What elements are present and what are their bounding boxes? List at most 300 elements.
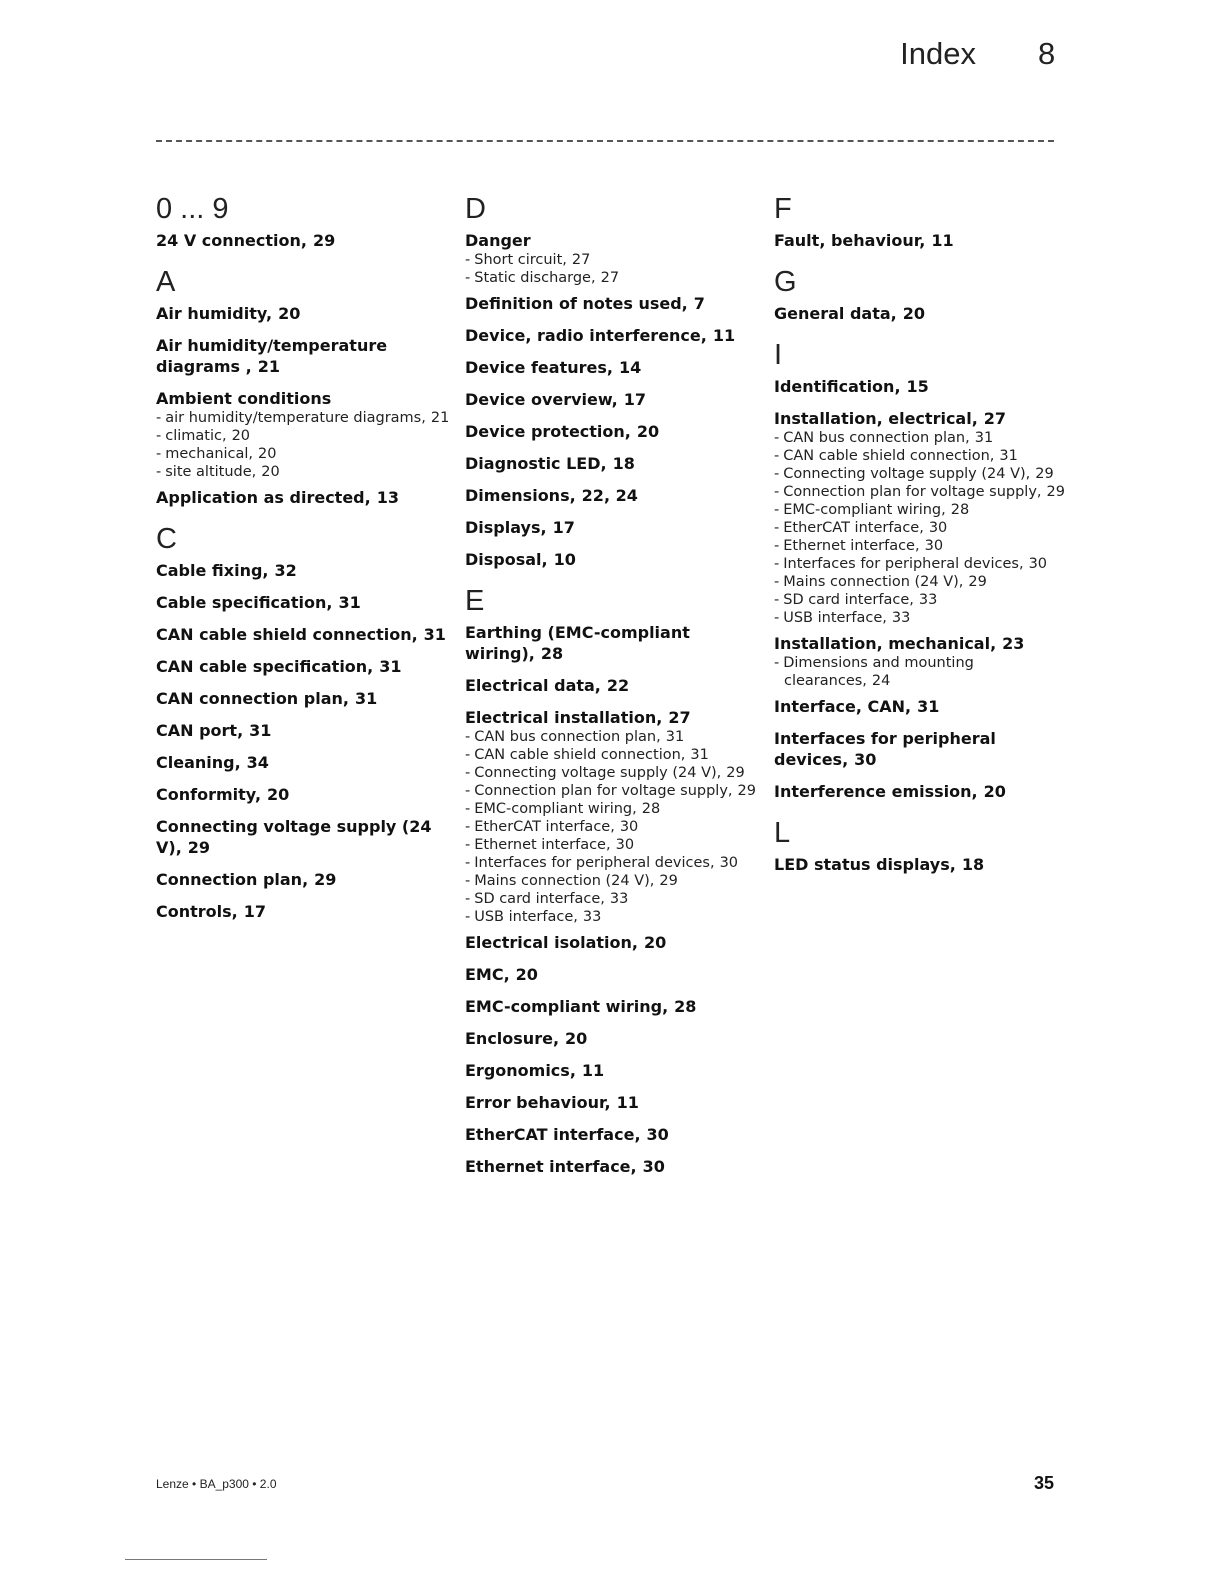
index-entry — [465, 964, 765, 985]
index-section — [156, 265, 456, 508]
index-subentry — [465, 251, 765, 269]
index-subentry-text: Mains connection (24 V), — [783, 574, 964, 590]
index-subentry-text: USB interface, — [783, 610, 887, 626]
index-subentry — [774, 483, 1074, 501]
subentry-dash: - — [465, 747, 471, 763]
index-subentry-page-link[interactable]: 30 — [924, 538, 944, 554]
index-entry — [465, 325, 765, 346]
subentry-dash: - — [156, 446, 162, 462]
index-entry-page-link[interactable]: 20 — [278, 304, 301, 323]
index-entry — [156, 624, 456, 645]
index-entry-term-text: Diagnostic LED, — [465, 454, 607, 473]
index-letter-heading: A — [156, 266, 176, 298]
index-subentry — [465, 800, 765, 818]
index-section — [156, 192, 456, 251]
index-entry-page-link[interactable]: 31 — [379, 657, 402, 676]
index-entry — [774, 696, 1074, 717]
index-entry-term-text: Ambient conditions — [156, 389, 332, 408]
page-header-title: Index — [900, 36, 976, 71]
index-entry-term-text: LED status displays, — [774, 855, 956, 874]
index-entry-page-link[interactable]: 20 — [643, 933, 667, 952]
index-subentry-text: Connecting voltage supply (24 V), — [474, 765, 722, 781]
index-entry-page-link[interactable]: 17 — [552, 518, 575, 537]
index-entry-page-link[interactable]: 13 — [376, 488, 399, 507]
index-subentry-page-link[interactable]: 30 — [1028, 556, 1048, 572]
index-entry-term — [465, 1156, 765, 1177]
index-subentry-text: climatic, — [165, 428, 227, 444]
index-entry — [465, 421, 765, 442]
index-subentry-page-link[interactable]: 29 — [1046, 484, 1065, 500]
index-entry-term-text: 24 V connection, — [156, 231, 307, 250]
index-entry-page-link[interactable]: 27 — [983, 409, 1007, 428]
index-entry — [465, 230, 765, 287]
index-entry — [156, 592, 456, 613]
index-letter-heading: 0 ... 9 — [156, 193, 229, 225]
index-subentry-page-link[interactable]: 29 — [1035, 466, 1054, 482]
index-entry-term-text: Device protection, — [465, 422, 631, 441]
index-subentry-text: CAN cable shield connection, — [474, 747, 686, 763]
index-entry — [465, 1028, 765, 1049]
index-section — [774, 192, 1074, 251]
index-entry-term-text: Cable specification, — [156, 593, 333, 612]
index-entry-term — [156, 624, 456, 645]
index-entry — [465, 1060, 765, 1081]
index-subentry — [774, 537, 1074, 555]
index-entry-page-link[interactable]: 20 — [565, 1029, 588, 1048]
index-entry — [774, 854, 1074, 875]
index-entry-term — [774, 230, 1074, 251]
index-subentry — [774, 501, 1074, 519]
subentry-dash: - — [156, 410, 162, 426]
index-entry — [156, 901, 456, 922]
index-letter-heading: E — [465, 585, 485, 617]
index-entry — [465, 622, 765, 664]
index-entry-term-text: Fault, behaviour, — [774, 231, 926, 250]
subentry-dash: - — [774, 592, 780, 608]
index-entry-term-text: Device, radio interference, — [465, 326, 707, 345]
subentry-dash: - — [774, 484, 780, 500]
index-subentry — [465, 908, 765, 926]
subentry-dash: - — [774, 538, 780, 554]
index-subentry — [465, 746, 765, 764]
index-entry-page-link[interactable]: 11 — [931, 231, 954, 250]
index-entry — [465, 293, 765, 314]
index-entry-term-text: Device features, — [465, 358, 613, 377]
index-entry-term — [465, 622, 765, 664]
index-entry-term — [465, 1060, 765, 1081]
index-entry-page-link[interactable]: 31 — [249, 721, 272, 740]
index-subentry-page-link[interactable]: 28 — [641, 801, 661, 817]
index-column-1 — [156, 192, 456, 933]
index-subentry-page-link[interactable]: 28 — [950, 502, 970, 518]
index-entry-term — [156, 901, 456, 922]
index-entry-term-text: Interfaces for peripheral devices, — [774, 729, 996, 769]
index-entry — [156, 784, 456, 805]
index-entry-term — [465, 421, 765, 442]
index-entry — [465, 517, 765, 538]
index-entry-term-text: Disposal, — [465, 550, 548, 569]
index-entry-term — [465, 389, 765, 410]
index-subentry-text: Dimensions and mounting clearances, — [783, 655, 974, 689]
index-subentry — [465, 854, 765, 872]
footer-link-underline — [125, 1559, 267, 1560]
index-entry-page-link[interactable]: 29 — [312, 231, 336, 250]
index-entry-term — [156, 303, 456, 324]
index-entry-page-link[interactable]: 20 — [515, 965, 538, 984]
index-entry-term-text: Identification, — [774, 377, 901, 396]
subentry-dash: - — [156, 428, 162, 444]
index-subentry — [465, 764, 765, 782]
index-entry — [465, 549, 765, 570]
index-entry — [774, 728, 1074, 770]
index-subentry-page-link[interactable]: 20 — [231, 428, 251, 444]
index-subentry-text: EMC-compliant wiring, — [783, 502, 946, 518]
index-subentry-page-link[interactable]: 27 — [571, 252, 591, 268]
index-entry — [465, 453, 765, 474]
index-subentry — [465, 872, 765, 890]
index-subentry-text: USB interface, — [474, 909, 578, 925]
index-subentry-page-link[interactable]: 33 — [609, 891, 629, 907]
subentry-dash: - — [465, 909, 471, 925]
index-section — [774, 265, 1074, 324]
index-entry-term — [465, 996, 765, 1017]
index-entry-term — [156, 784, 456, 805]
index-entry-term-text: Earthing (EMC-compliant wiring), — [465, 623, 690, 663]
index-entry-page-link[interactable]: 31 — [354, 689, 378, 708]
index-entry — [465, 357, 765, 378]
index-entry — [465, 1156, 765, 1177]
index-subentry-text: CAN bus connection plan, — [474, 729, 661, 745]
index-entry-term — [156, 752, 456, 773]
index-subentry-text: EtherCAT interface, — [474, 819, 615, 835]
index-entry — [156, 816, 456, 858]
index-entry-page-link[interactable]: 11 — [712, 326, 736, 345]
index-subentry-text: Connecting voltage supply (24 V), — [783, 466, 1031, 482]
subentry-dash: - — [465, 270, 471, 286]
index-entry-page-link[interactable]: 20 — [983, 782, 1006, 801]
index-subentry-page-link[interactable]: 20 — [261, 464, 280, 480]
index-subentry — [465, 836, 765, 854]
index-section — [774, 338, 1074, 802]
index-entry — [774, 303, 1074, 324]
index-subentry-page-link[interactable]: 20 — [258, 446, 277, 462]
index-entry-term-text: General data, — [774, 304, 897, 323]
index-subentry-page-link[interactable]: 29 — [659, 873, 678, 889]
chapter-number: 8 — [1038, 36, 1056, 71]
index-subentry-page-link[interactable]: 30 — [928, 520, 948, 536]
index-entry-term — [156, 720, 456, 741]
header-separator — [156, 140, 1054, 142]
index-subentry-page-link[interactable]: 33 — [582, 909, 602, 925]
index-entry-term-text: Ethernet interface, — [465, 1157, 637, 1176]
index-letter-heading: C — [156, 523, 177, 555]
subentry-dash: - — [465, 855, 471, 871]
index-entry-page-link[interactable]: 14 — [618, 358, 642, 377]
index-subentry — [774, 465, 1074, 483]
index-subentry-text: SD card interface, — [783, 592, 914, 608]
index-entry-term-text: Error behaviour, — [465, 1093, 611, 1112]
index-entry — [156, 487, 456, 508]
index-subentry-text: air humidity/temperature diagrams, — [165, 410, 426, 426]
index-subentry — [156, 409, 456, 427]
index-subentry — [156, 427, 456, 445]
index-entry-term-text: Installation, electrical, — [774, 409, 978, 428]
index-entry-page-link[interactable]: 30 — [642, 1157, 665, 1176]
index-entry — [156, 752, 456, 773]
index-entry-term — [156, 656, 456, 677]
index-entry-term — [465, 517, 765, 538]
index-subentry-text: CAN cable shield connection, — [783, 448, 995, 464]
index-entry-term-text: Electrical isolation, — [465, 933, 638, 952]
index-entry — [156, 303, 456, 324]
index-subentry-page-link[interactable]: 24 — [871, 673, 891, 689]
index-subentry — [774, 573, 1074, 591]
index-entry-term — [774, 781, 1074, 802]
index-letter-heading: D — [465, 193, 486, 225]
subentry-dash: - — [774, 466, 780, 482]
index-entry-term-text: EMC, — [465, 965, 510, 984]
subentry-dash: - — [465, 891, 471, 907]
index-entry — [156, 656, 456, 677]
index-subentry — [774, 654, 1074, 690]
index-entry-term-text: Danger — [465, 231, 531, 250]
index-subentry-page-link[interactable]: 31 — [690, 747, 709, 763]
index-subentry-text: mechanical, — [165, 446, 254, 462]
index-entry-page-link[interactable]: 7 — [693, 294, 705, 313]
index-subentry — [465, 818, 765, 836]
subentry-dash: - — [774, 655, 780, 671]
index-entry-page-link[interactable]: 29 — [314, 870, 337, 889]
index-entry-term — [465, 230, 765, 251]
footer-document-reference: Lenze • BA_p300 • 2.0 — [156, 1477, 277, 1491]
subentry-dash: - — [774, 556, 780, 572]
index-entry-page-link[interactable]: 34 — [246, 753, 269, 772]
index-entry-term-text: Connecting voltage supply (24 V), — [156, 817, 432, 857]
index-entry — [156, 869, 456, 890]
index-entry-page-link[interactable]: 28 — [674, 997, 697, 1016]
subentry-dash: - — [156, 464, 162, 480]
subentry-dash: - — [465, 873, 471, 889]
index-entry-term — [465, 707, 765, 728]
index-subentry-page-link[interactable]: 31 — [999, 448, 1018, 464]
index-entry — [774, 633, 1074, 690]
index-subentry — [156, 463, 456, 481]
subentry-dash: - — [465, 252, 471, 268]
index-entry — [156, 688, 456, 709]
index-entry-term-text: CAN connection plan, — [156, 689, 349, 708]
index-subentry — [774, 555, 1074, 573]
index-entry — [774, 781, 1074, 802]
index-entry-page-link[interactable]: 11 — [581, 1061, 605, 1080]
index-entry-term — [156, 688, 456, 709]
index-entry-term — [774, 696, 1074, 717]
index-entry-term-text: CAN cable shield connection, — [156, 625, 418, 644]
index-entry-term-text: Enclosure, — [465, 1029, 560, 1048]
index-subentry-page-link[interactable]: 30 — [615, 837, 635, 853]
index-entry-term — [156, 230, 456, 251]
index-entry-term — [465, 964, 765, 985]
index-entry-page-link[interactable]: 11 — [616, 1093, 639, 1112]
index-subentry-text: Interfaces for peripheral devices, — [474, 855, 715, 871]
index-subentry-text: EMC-compliant wiring, — [474, 801, 637, 817]
index-entry-term-text: EtherCAT interface, — [465, 1125, 641, 1144]
index-entry — [156, 388, 456, 481]
index-entry — [465, 1124, 765, 1145]
index-entry-term — [156, 388, 456, 409]
index-entry — [774, 230, 1074, 251]
index-subentry — [465, 728, 765, 746]
index-entry-page-link[interactable]: 21 — [257, 357, 280, 376]
index-entry-term — [465, 485, 765, 506]
index-subentry — [465, 782, 765, 800]
subentry-dash: - — [774, 520, 780, 536]
index-entry — [465, 932, 765, 953]
index-subentry — [774, 609, 1074, 627]
subentry-dash: - — [465, 801, 471, 817]
index-entry-page-link[interactable]: 29 — [187, 838, 211, 857]
index-entry — [774, 376, 1074, 397]
index-section — [774, 816, 1074, 875]
index-entry-term-text: Electrical installation, — [465, 708, 663, 727]
index-entry-page-link[interactable]: 28 — [540, 644, 564, 663]
index-entry-page-link[interactable]: 31 — [338, 593, 361, 612]
index-entry-term-text: Displays, — [465, 518, 547, 537]
index-entry — [156, 230, 456, 251]
index-subentry-page-link[interactable]: 33 — [891, 610, 911, 626]
index-entry-page-link[interactable]: 23 — [1002, 634, 1025, 653]
index-entry-term — [465, 932, 765, 953]
index-entry-term-text: Interference emission, — [774, 782, 978, 801]
index-subentry-text: Mains connection (24 V), — [474, 873, 655, 889]
subentry-dash: - — [465, 837, 471, 853]
subentry-dash: - — [465, 783, 471, 799]
index-subentry-page-link[interactable]: 29 — [968, 574, 987, 590]
index-entry — [465, 996, 765, 1017]
index-entry-term — [465, 675, 765, 696]
index-entry — [156, 720, 456, 741]
index-entry-term-text: Cable fixing, — [156, 561, 269, 580]
index-entry-term-text: Device overview, — [465, 390, 618, 409]
index-entry-term — [156, 335, 456, 377]
index-entry-page-link[interactable]: 15 — [906, 377, 929, 396]
index-section — [465, 192, 765, 570]
index-entry-term-text: Dimensions, — [465, 486, 576, 505]
index-letter-heading: G — [774, 266, 797, 298]
index-subentry — [465, 269, 765, 287]
index-entry-page-link[interactable]: 18 — [612, 454, 635, 473]
index-entry-page-link[interactable]: 10 — [553, 550, 576, 569]
index-entry-term-text: CAN cable specification, — [156, 657, 374, 676]
footer-page-number: 35 — [1034, 1473, 1055, 1493]
index-entry-term — [156, 487, 456, 508]
index-entry-page-link[interactable]: 20 — [636, 422, 660, 441]
index-entry-term — [774, 728, 1074, 770]
subentry-dash: - — [774, 502, 780, 518]
index-entry-page-link[interactable]: 22 — [606, 676, 630, 695]
index-subentry — [774, 447, 1074, 465]
index-entry — [465, 675, 765, 696]
index-subentry-page-link[interactable]: 21 — [430, 410, 450, 426]
index-entry — [156, 335, 456, 377]
index-entry-page-link[interactable]: 31 — [917, 697, 940, 716]
index-entry-term — [156, 816, 456, 858]
index-subentry-text: site altitude, — [165, 464, 257, 480]
index-subentry-text: Interfaces for peripheral devices, — [783, 556, 1024, 572]
index-entry-term-text: CAN port, — [156, 721, 244, 740]
index-subentry-page-link[interactable]: 29 — [726, 765, 745, 781]
index-letter-heading: F — [774, 193, 792, 225]
index-entry-page-link[interactable]: 22, 24 — [581, 486, 638, 505]
index-subentry — [465, 890, 765, 908]
index-subentry-page-link[interactable]: 27 — [600, 270, 620, 286]
index-entry-page-link[interactable]: 18 — [961, 855, 985, 874]
index-entry-term — [465, 1028, 765, 1049]
index-section — [465, 584, 765, 1177]
index-subentry-page-link[interactable]: 30 — [619, 819, 639, 835]
index-entry — [465, 389, 765, 410]
index-entry-page-link[interactable]: 30 — [646, 1125, 669, 1144]
index-section — [156, 522, 456, 922]
index-entry-page-link[interactable]: 32 — [274, 561, 297, 580]
index-entry-term-text: Connection plan, — [156, 870, 309, 889]
index-subentry-page-link[interactable]: 30 — [719, 855, 739, 871]
index-entry — [465, 485, 765, 506]
index-entry-term — [465, 549, 765, 570]
index-entry-term-text: Cleaning, — [156, 753, 241, 772]
index-entry-page-link[interactable]: 20 — [267, 785, 290, 804]
index-column-3 — [774, 192, 1074, 886]
index-entry-term — [156, 560, 456, 581]
index-subentry-page-link[interactable]: 29 — [737, 783, 756, 799]
index-column-2 — [465, 192, 765, 1188]
index-entry-page-link[interactable]: 20 — [902, 304, 926, 323]
index-entry-term — [465, 357, 765, 378]
index-entry-term-text: Conformity, — [156, 785, 262, 804]
index-subentry-page-link[interactable]: 33 — [918, 592, 938, 608]
index-entry-term-text: Interface, CAN, — [774, 697, 912, 716]
index-subentry — [774, 519, 1074, 537]
index-entry-term — [156, 869, 456, 890]
index-entry-term — [774, 633, 1074, 654]
index-subentry — [156, 445, 456, 463]
index-entry-term-text: Definition of notes used, — [465, 294, 688, 313]
index-entry-term-text: EMC-compliant wiring, — [465, 997, 669, 1016]
index-entry-term-text: Air humidity, — [156, 304, 273, 323]
index-entry-page-link[interactable]: 27 — [668, 708, 691, 727]
index-entry-page-link[interactable]: 31 — [423, 625, 446, 644]
subentry-dash: - — [774, 448, 780, 464]
index-subentry-page-link[interactable]: 31 — [974, 430, 994, 446]
index-subentry-text: Short circuit, — [474, 252, 567, 268]
index-entry-term — [156, 592, 456, 613]
index-entry — [156, 560, 456, 581]
subentry-dash: - — [465, 729, 471, 745]
index-entry-page-link[interactable]: 30 — [854, 750, 877, 769]
index-subentry-page-link[interactable]: 31 — [665, 729, 685, 745]
index-entry-page-link[interactable]: 17 — [243, 902, 267, 921]
index-subentry-text: Ethernet interface, — [783, 538, 920, 554]
index-entry-term — [774, 408, 1074, 429]
index-entry-term-text: Controls, — [156, 902, 238, 921]
index-entry-term — [465, 293, 765, 314]
index-letter-heading: I — [774, 339, 783, 371]
index-entry-term-text: Application as directed, — [156, 488, 371, 507]
index-subentry-text: SD card interface, — [474, 891, 605, 907]
index-entry-term-text: Electrical data, — [465, 676, 601, 695]
index-subentry-text: Ethernet interface, — [474, 837, 611, 853]
index-entry-page-link[interactable]: 17 — [623, 390, 646, 409]
index-subentry-text: EtherCAT interface, — [783, 520, 924, 536]
